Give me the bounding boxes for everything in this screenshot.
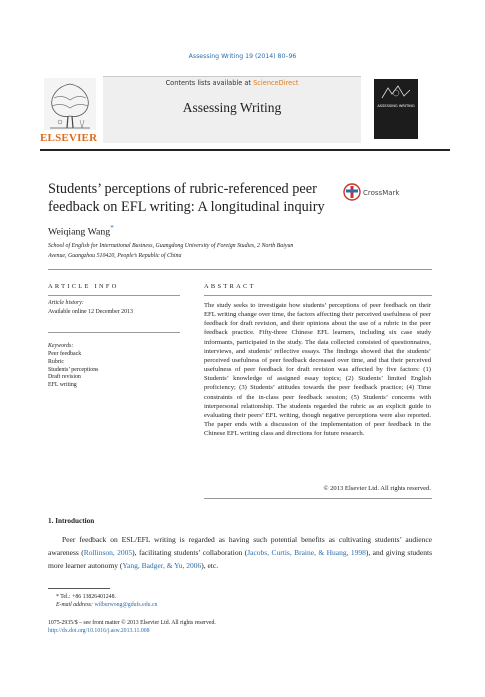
keywords-label: Keywords: <box>48 343 74 349</box>
keyword-item: Peer feedback <box>48 351 82 357</box>
journal-reference[interactable]: Assessing Writing 19 (2014) 80–96 <box>188 53 297 60</box>
contents-line <box>103 79 361 87</box>
abstract-rule <box>204 295 432 296</box>
citation-link[interactable]: Yang, Badger, & Yu, 2006 <box>122 561 202 570</box>
article-title <box>48 180 348 216</box>
author-email-link[interactable]: wilburwong@gdufs.edu.cn <box>94 602 158 609</box>
author-text: Weiqiang Wang <box>48 226 111 238</box>
header-divider <box>40 149 450 151</box>
article-title-line-2: feedback on EFL writing: A longitudinal inquiry <box>48 199 325 215</box>
issn-block <box>48 619 216 636</box>
keywords-rule <box>48 332 180 333</box>
intro-text-b: ), facilitating students’ collaboration ( <box>132 548 248 557</box>
article-title-line-1: Students’ perceptions of rubric-referenced peer <box>48 181 317 197</box>
footnote-email-line <box>56 601 157 609</box>
keyword-item: Rubric <box>48 358 65 365</box>
issn-line: 1075-2935/$ – see front matter © 2013 Elsevier Ltd. All rights reserved. <box>48 620 216 626</box>
section-heading-introduction: 1. Introduction <box>48 517 95 525</box>
introduction-paragraph <box>48 533 432 572</box>
sciencedirect-link[interactable]: ScienceDirect <box>253 79 299 87</box>
author-footnote <box>56 593 157 610</box>
metadata-top-rule <box>48 269 432 270</box>
footnote-tel: * Tel.: +86 13826401248. <box>56 594 116 600</box>
author-name <box>48 224 114 237</box>
affiliation-line-2: Avenue, Guangzhou 510420, People’s Republic of China <box>48 253 182 259</box>
article-info-rule <box>48 295 180 296</box>
intro-text-d: ), etc. <box>201 561 219 570</box>
abstract-heading: ABSTRACT <box>204 283 256 290</box>
doi-link[interactable]: http://dx.doi.org/10.1016/j.asw.2013.11.008 <box>48 628 150 635</box>
crossmark-label: CrossMark <box>363 189 400 197</box>
abstract-copyright: © 2013 Elsevier Ltd. All rights reserved. <box>323 485 431 492</box>
keyword-item: EFL writing <box>48 382 77 389</box>
footnote-email-label: E-mail address: <box>56 602 93 609</box>
article-history-label: Article history: <box>48 300 84 306</box>
elsevier-wordmark: ELSEVIER <box>40 132 98 144</box>
article-history-value: Available online 12 December 2013 <box>48 309 133 315</box>
keywords-list <box>48 351 98 390</box>
contents-prefix: Contents lists available at <box>165 79 254 87</box>
affiliation-line-1: School of English for International Business, Guangdong University of Foreign Studies, 2 North Baiyun <box>48 243 294 249</box>
crossmark-icon[interactable] <box>343 183 401 201</box>
journal-title[interactable]: Assessing Writing <box>182 100 282 115</box>
footnote-rule <box>48 588 110 589</box>
author-footnote-link[interactable]: * <box>110 224 114 232</box>
intro-text-a: Peer feedback on ESL/EFL writing is regarded as having such potential benefits as cultivating students’ audience awareness ( <box>48 535 432 557</box>
citation-link[interactable]: Jacobs, Curtis, Braine, & Huang, 1998 <box>247 548 366 557</box>
abstract-text: The study seeks to investigate how students’ perceptions of peer feedback on their EFL writing change over time, the factors affecting their perceived usefulness of peer feedback for draft revision, and their opinions about the use of a rubric in the peer feedback practice. Fifty-three Chinese EFL learners, including six case study informants, participated in the study. The data collected consisted of questionnaires, interviews, and students’ reflective essays. The findings showed that the students’ perceived usefulness of peer feedback decreased over time, and that their perceived usefulness of peer feedback for draft revision was affected by five factors: (1) Students’ knowledge of assigned essay topics; (2) Students’ limited English proficiency; (3) Students’ attitudes towards the peer feedback practice; (4) Time constraints of the in-class peer feedback session; (5) Students’ concerns with interpersonal relationship. The students regarded the rubric as an explicit guide to evaluating their peers’ EFL writing, though negative perceptions were also reported. The paper ends with a discussion of the implementation of peer feedback in the Chinese EFL writing class and directions for future research. <box>204 302 431 438</box>
cover-title: ASSESSING WRITING <box>377 104 415 108</box>
article-info-heading: ARTICLE INFO <box>48 283 119 290</box>
intro-text-c: ), and giving students more learner autonomy ( <box>48 548 433 570</box>
keyword-item: Draft revision <box>48 374 81 381</box>
keyword-item: Students’ perceptions <box>48 366 99 373</box>
citation-link[interactable]: Rollinson, 2005 <box>83 548 133 557</box>
abstract-bottom-rule <box>204 498 432 499</box>
cover-art-icon <box>378 84 414 102</box>
author-affiliation <box>48 241 378 261</box>
